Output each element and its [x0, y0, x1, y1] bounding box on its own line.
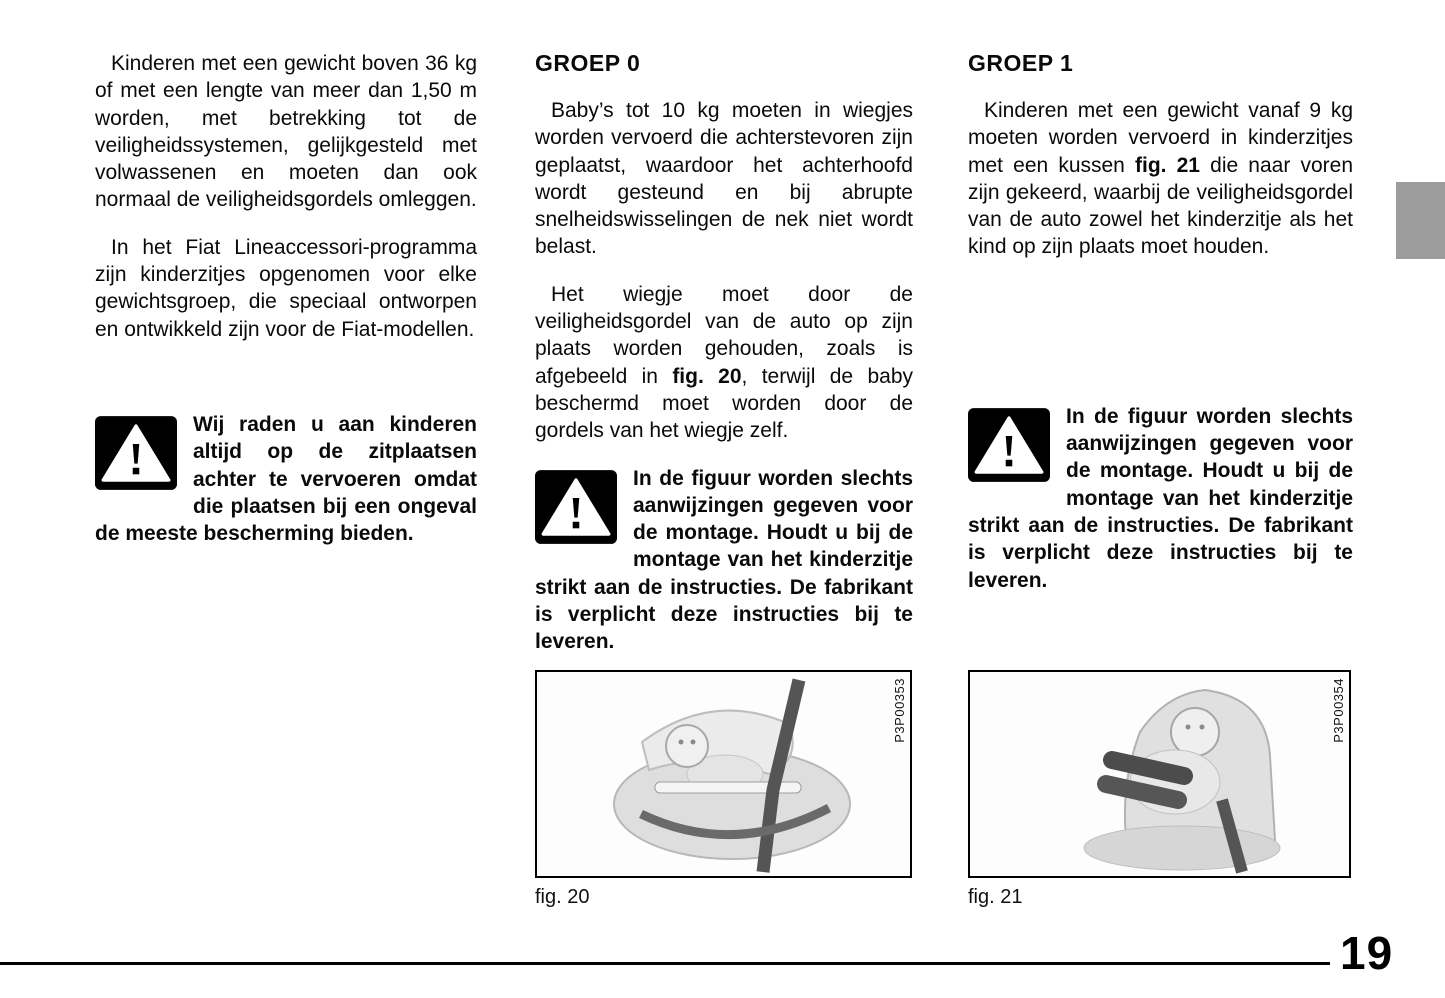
- warning-triangle-icon: [535, 470, 617, 544]
- figure-20-image: [537, 672, 910, 876]
- warning-block: [95, 411, 477, 547]
- warning-triangle-icon: [968, 408, 1050, 482]
- column-left: [95, 50, 477, 547]
- paragraph: Baby’s tot 10 kg moeten in wiegjes worden vervoerd die achterstevoren zijn geplaatst, waardoor het achterhoofd wordt gesteund en bij abrupte snelheidswisselingen de nek niet wordt belast.: [535, 99, 913, 259]
- paragraph: [968, 97, 1353, 261]
- groep-1-heading: GROEP 1: [968, 50, 1074, 76]
- column-middle: [535, 50, 913, 656]
- photo-code: P3P00354: [1331, 678, 1346, 743]
- figure-21-image: [970, 672, 1349, 876]
- page-number: 19: [1340, 927, 1394, 979]
- figure-20-box: [535, 670, 912, 878]
- paragraph: In het Fiat Lineaccessori-programma zijn kinderzitjes opgenomen voor elke gewichtsgroep, die speciaal ontworpen en ontwikkeld zijn voor de Fiat-modellen.: [95, 235, 477, 341]
- warning-text: In de figuur worden slechts aanwijzingen gegeven voor de montage. Houdt u bij de montage van het kinderzitje strikt aan de instructies. De fabrikant is verplicht deze instructies bij te leveren.: [535, 466, 913, 654]
- warning-triangle-icon: [95, 416, 177, 490]
- warning-block: [535, 465, 913, 656]
- warning-text: Wij raden u aan kinderen altijd op de zitplaatsen achter te vervoeren omdat die plaatsen bij een ongeval de meeste bescherming bieden.: [95, 412, 477, 546]
- groep-0-heading: GROEP 0: [535, 50, 641, 76]
- column-right: [968, 50, 1353, 594]
- figure-20-caption: fig. 20: [535, 886, 590, 908]
- warning-block: [968, 403, 1353, 594]
- figure-21-caption: fig. 21: [968, 886, 1023, 908]
- bottom-rule: [0, 962, 1330, 965]
- figure-reference: fig. 20: [672, 364, 742, 388]
- paragraph-text: Het wiegje moet door de veiligheidsgordel van de auto op zijn plaats worden gehouden, zoals is afgebeeld in: [535, 282, 913, 388]
- figure-reference: fig. 21: [1135, 153, 1200, 177]
- warning-text: In de figuur worden slechts aanwijzingen gegeven voor de montage. Houdt u bij de montage van het kinderzitje strikt aan de instructies. De fabrikant is verplicht deze instructies bij te leveren.: [968, 404, 1353, 592]
- paragraph-text: , terwijl de baby beschermd moet worden door de gordels van het wiegje zelf.: [535, 364, 913, 443]
- photo-code: P3P00353: [892, 678, 907, 743]
- section-tab: [1396, 182, 1445, 259]
- paragraph-text: die naar voren zijn gekeerd, waarbij de veiligheidsgordel van de auto zowel het kinderzitje als het kind op zijn plaats moet houden.: [968, 153, 1353, 259]
- figure-21-box: [968, 670, 1351, 878]
- paragraph: Kinderen met een gewicht boven 36 kg of met een lengte van meer dan 1,50 m worden, met betrekking tot de veiligheidssystemen, gelijkgesteld met volwassenen en moeten dan ook normaal de veiligheidsgordels omleggen.: [95, 52, 477, 212]
- paragraph-text: Kinderen met een gewicht vanaf 9 kg moeten worden vervoerd in kinderzitjes met een kussen: [968, 99, 1353, 177]
- paragraph: [535, 281, 913, 445]
